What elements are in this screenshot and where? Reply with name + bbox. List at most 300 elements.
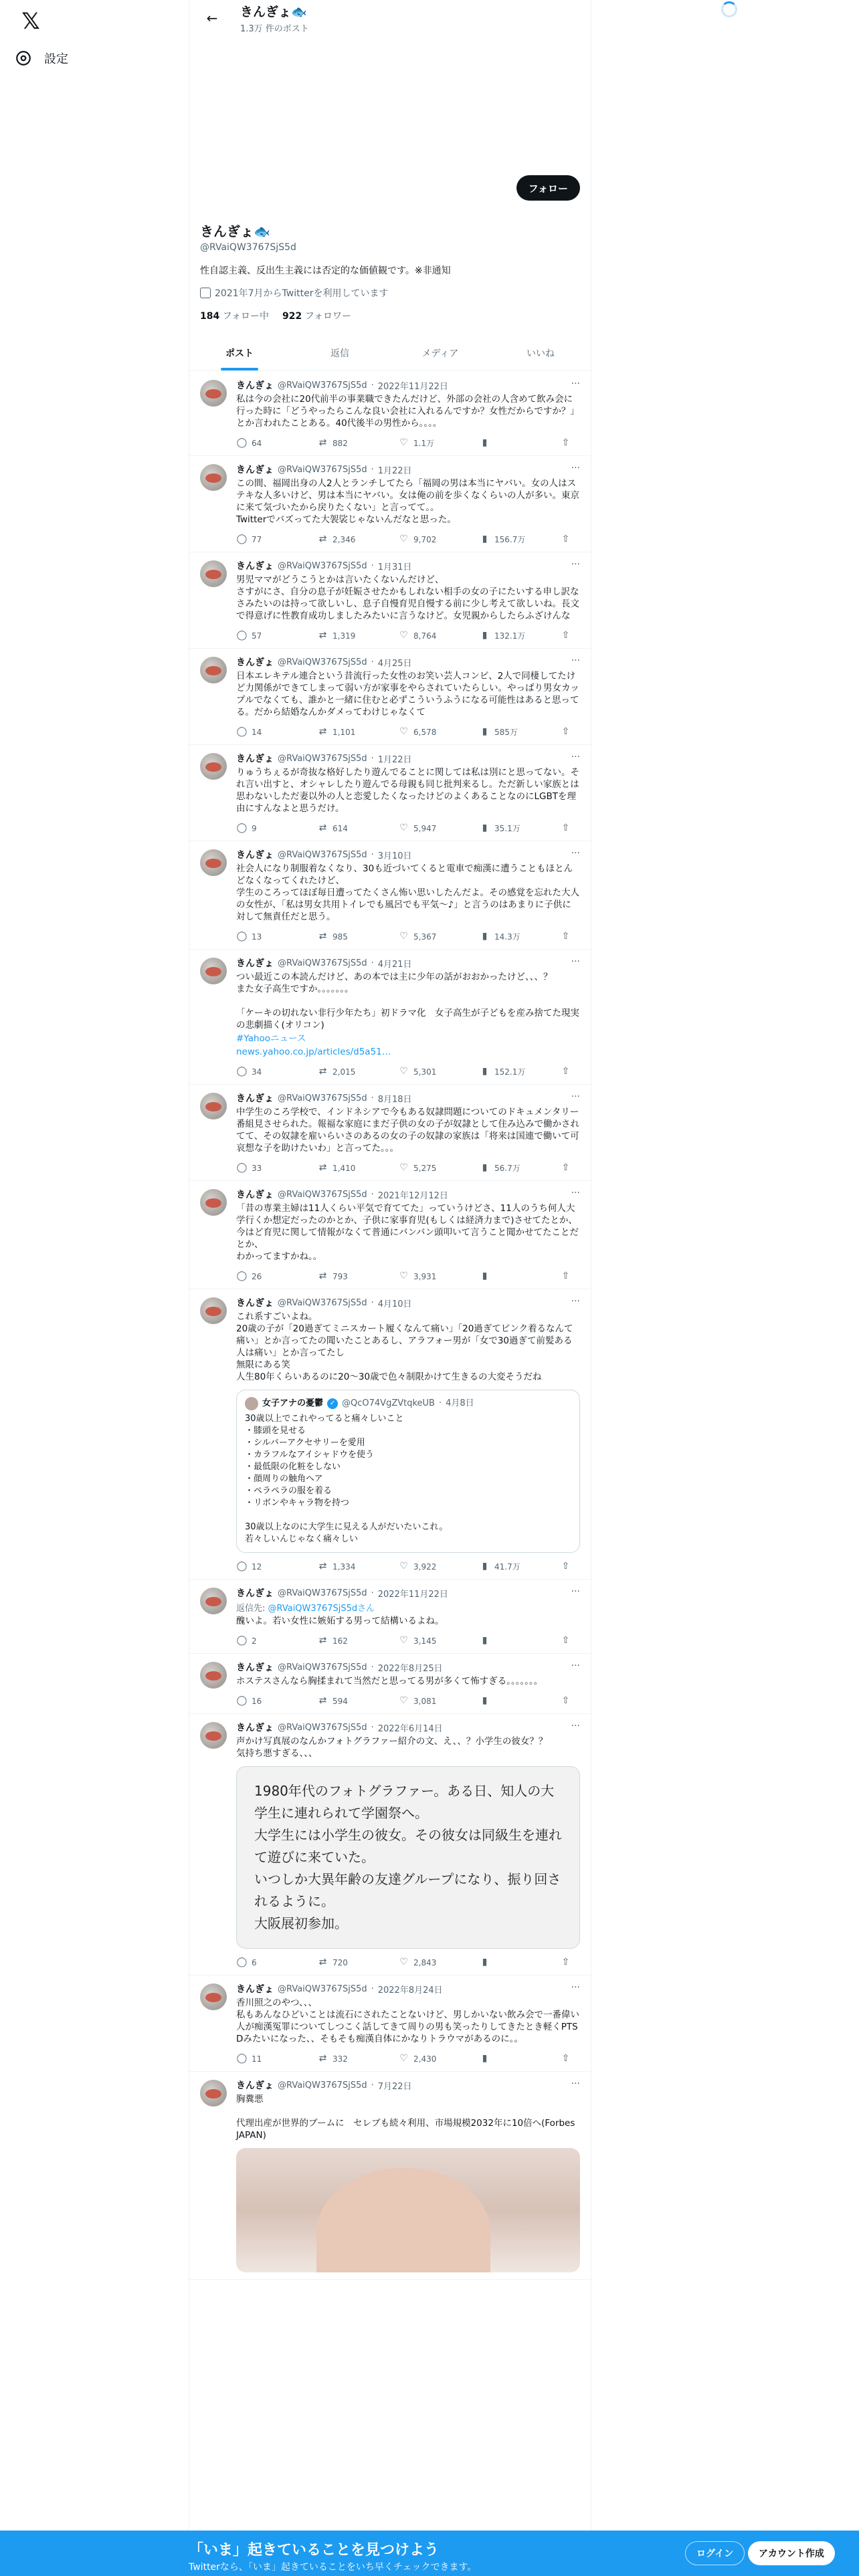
reply-button[interactable] bbox=[236, 1066, 290, 1077]
avatar[interactable] bbox=[200, 849, 227, 876]
tweet-text: 香川照之のやつ、、、 私もあんなひどいことは流石にされたことないけど、男しかいない飲み会で一番偉い人が痴漢冤罪についてしつこく話してきて周りの男も笑ったりしてきたとき軽くPTSDみたいになった、、そもそも痴漢自体にかなりトラウマがあるのに。。 bbox=[236, 1998, 579, 2044]
reply-icon: ◯ bbox=[236, 1162, 248, 1173]
reply-count: 2 bbox=[252, 1636, 257, 1646]
repost-button[interactable] bbox=[317, 726, 371, 738]
more-options-icon[interactable]: ··· bbox=[571, 379, 580, 389]
tweet-actions bbox=[236, 1561, 580, 1572]
tweet-date[interactable]: 2022年11月22日 bbox=[377, 1589, 448, 1600]
tab-replies[interactable]: 返信 bbox=[330, 348, 349, 359]
reply-icon: ◯ bbox=[236, 1957, 248, 1967]
views-count: 156.7万 bbox=[494, 535, 526, 544]
reply-button[interactable] bbox=[236, 1635, 290, 1646]
tweet-actions bbox=[236, 1957, 580, 1968]
views-button[interactable] bbox=[479, 1635, 533, 1646]
like-button[interactable] bbox=[398, 534, 452, 545]
more-options-icon[interactable]: ··· bbox=[571, 559, 580, 570]
like-button[interactable] bbox=[398, 1271, 452, 1282]
tweet-author-name[interactable]: きんぎょ bbox=[236, 1662, 274, 1673]
like-button[interactable] bbox=[398, 1695, 452, 1707]
views-button[interactable] bbox=[479, 630, 533, 641]
tweet-actions bbox=[236, 437, 580, 449]
tweet-author-name[interactable]: きんぎょ bbox=[236, 465, 274, 475]
tweet-author-handle[interactable]: @RVaiQW3767SjS5d bbox=[278, 2080, 367, 2090]
repost-button[interactable] bbox=[317, 437, 371, 449]
avatar[interactable] bbox=[200, 1983, 227, 2010]
more-options-icon[interactable]: ··· bbox=[571, 1091, 580, 1102]
repost-button[interactable] bbox=[317, 823, 371, 834]
like-count: 3,145 bbox=[413, 1636, 437, 1646]
views-count: 35.1万 bbox=[494, 824, 520, 833]
tweet-date[interactable]: 4月10日 bbox=[377, 1299, 412, 1309]
tweet-author-name[interactable]: きんぎょ bbox=[236, 958, 274, 969]
quoted-date: 4月8日 bbox=[446, 1398, 474, 1408]
reply-icon: ◯ bbox=[236, 1695, 248, 1706]
tweet-actions bbox=[236, 1635, 580, 1646]
separator-dot: · bbox=[371, 1297, 374, 1308]
views-icon: ▮ bbox=[482, 1957, 488, 1967]
share-button[interactable] bbox=[560, 1957, 573, 1968]
tweet-actions bbox=[236, 1066, 580, 1077]
share-icon: ⇧ bbox=[561, 823, 570, 833]
tweet-date[interactable]: 8月18日 bbox=[377, 1094, 412, 1105]
repost-icon: ⇄ bbox=[318, 1561, 327, 1572]
tweet-author-name[interactable]: きんぎょ bbox=[236, 1093, 274, 1104]
repost-button[interactable] bbox=[317, 1695, 371, 1707]
views-icon: ▮ bbox=[482, 1271, 488, 1281]
tweet-link[interactable]: news.yahoo.co.jp/articles/d5a51… bbox=[236, 1047, 391, 1057]
tweet-text: つい最近この本読んだけど、あの本では主に少年の話がおおかったけど、、、？ また女子高生ですか。。。。。。。 「ケーキの切れない非行少年たち」初ドラマ化 女子高生が子どもを産み捨てた現実の悲劇描く(オリコン) bbox=[236, 972, 579, 1031]
like-button[interactable] bbox=[398, 931, 452, 942]
reply-icon: ◯ bbox=[236, 534, 248, 544]
more-options-icon[interactable]: ··· bbox=[571, 1296, 580, 1307]
repost-button[interactable] bbox=[317, 1635, 371, 1646]
signup-banner bbox=[0, 2531, 859, 2576]
share-button[interactable] bbox=[560, 1561, 573, 1572]
avatar[interactable] bbox=[200, 1189, 227, 1216]
tweet-header bbox=[236, 655, 580, 669]
tweet[interactable] bbox=[189, 2072, 591, 2280]
heart-icon: ♡ bbox=[399, 1695, 408, 1706]
heart-icon: ♡ bbox=[399, 823, 408, 833]
tweet-header bbox=[236, 1188, 580, 1201]
share-icon: ⇧ bbox=[561, 437, 570, 448]
tweet-text: りゅうちぇるが奇抜な格好したり遊んでることに関しては私は別にと思ってない。それ言い出すと、オシャレしたり遊んでる母親も同じ批判来るし。ただ新しい家族とは思わないしただ妻以外の人と恋愛したくなったけどのよくあることなのにLGBTを理由にすんなよと思うだけ。 bbox=[236, 767, 579, 814]
reply-button[interactable] bbox=[236, 437, 290, 449]
heart-icon: ♡ bbox=[399, 630, 408, 641]
tweet-header bbox=[236, 463, 580, 476]
heart-icon: ♡ bbox=[399, 1162, 408, 1173]
left-navigation bbox=[0, 0, 189, 2576]
reply-count: 77 bbox=[252, 534, 262, 544]
tweet-author-handle[interactable]: @RVaiQW3767SjS5d bbox=[278, 1662, 367, 1673]
share-button[interactable] bbox=[560, 2053, 573, 2064]
reply-button[interactable] bbox=[236, 534, 290, 545]
tweet-header bbox=[236, 752, 580, 765]
tweet-date[interactable]: 2022年8月24日 bbox=[377, 1985, 443, 1996]
avatar[interactable] bbox=[200, 1093, 227, 1119]
more-options-icon[interactable]: ··· bbox=[571, 1188, 580, 1198]
tweet[interactable] bbox=[189, 1580, 591, 1654]
views-count: 585万 bbox=[494, 728, 518, 737]
reply-button[interactable] bbox=[236, 823, 290, 834]
avatar[interactable] bbox=[200, 380, 227, 407]
heart-icon: ♡ bbox=[399, 1635, 408, 1646]
more-options-icon[interactable]: ··· bbox=[571, 1660, 580, 1671]
views-button[interactable] bbox=[479, 1957, 533, 1968]
signup-button[interactable]: アカウント作成 bbox=[748, 2541, 835, 2565]
avatar[interactable] bbox=[200, 1722, 227, 1749]
back-arrow-icon[interactable]: ← bbox=[206, 10, 218, 26]
views-button[interactable] bbox=[479, 1162, 533, 1174]
tweet-text: 社会人になり制服着なくなり、30も近づいてくると電車で痴漢に遭うこともほとんどなくなってくれたけど、 学生のころってほぼ毎日遭ってたくさん怖い思いしたんだよ。その感覚を忘れた大人の女性が、「私は男女共用トイレでも風呂でも平気〜♪」と言うのはあまりに子供に対して無責任だと思う。 bbox=[236, 863, 579, 922]
tweet-header bbox=[236, 1091, 580, 1105]
views-count: 56.7万 bbox=[494, 1164, 520, 1173]
share-button[interactable] bbox=[560, 1162, 573, 1174]
tweet-actions bbox=[236, 1162, 580, 1174]
tweet-date[interactable]: 2022年6月14日 bbox=[377, 1723, 443, 1734]
followers-link[interactable]: 922 フォロワー bbox=[282, 311, 351, 322]
avatar[interactable] bbox=[200, 657, 227, 683]
reply-button[interactable] bbox=[236, 2053, 290, 2064]
tweet-header bbox=[236, 1586, 580, 1600]
login-button[interactable]: ログイン bbox=[685, 2541, 745, 2565]
more-options-icon[interactable]: ··· bbox=[571, 752, 580, 762]
tweet-actions bbox=[236, 1695, 580, 1707]
repost-icon: ⇄ bbox=[318, 823, 327, 833]
quoted-tweet-header bbox=[245, 1397, 571, 1410]
tweet-author-handle[interactable]: @RVaiQW3767SjS5d bbox=[278, 657, 367, 667]
header-post-count: 1.3万 件のポスト bbox=[240, 24, 309, 34]
views-button[interactable] bbox=[479, 2053, 533, 2064]
tweet[interactable] bbox=[189, 841, 591, 950]
views-button[interactable] bbox=[479, 931, 533, 942]
heart-icon: ♡ bbox=[399, 2053, 408, 2064]
reply-to-handle[interactable]: @RVaiQW3767SjS5dさん bbox=[268, 1604, 375, 1614]
tab-media[interactable]: メディア bbox=[421, 348, 459, 359]
share-button[interactable] bbox=[560, 1695, 573, 1707]
reply-icon: ◯ bbox=[236, 823, 248, 833]
tweet-author-handle[interactable]: @RVaiQW3767SjS5d bbox=[278, 1722, 367, 1733]
banner-title: 「いま」起きていることを見つけよう bbox=[189, 2542, 440, 2559]
reply-to-label: 返信先: bbox=[236, 1604, 268, 1614]
repost-button[interactable] bbox=[317, 1066, 371, 1077]
tweet-date[interactable]: 7月22日 bbox=[377, 2081, 412, 2092]
like-count: 9,702 bbox=[413, 534, 437, 544]
tweet-author-handle[interactable]: @RVaiQW3767SjS5d bbox=[278, 1189, 367, 1200]
tweet-author-handle[interactable]: @RVaiQW3767SjS5d bbox=[278, 1093, 367, 1103]
tweet-header bbox=[236, 956, 580, 970]
verified-badge-icon: ✓ bbox=[327, 1398, 338, 1409]
avatar[interactable] bbox=[200, 1297, 227, 1324]
tweet-author-handle[interactable]: @RVaiQW3767SjS5d bbox=[278, 464, 367, 475]
like-count: 2,430 bbox=[413, 2054, 437, 2064]
views-button[interactable] bbox=[479, 437, 533, 449]
repost-button[interactable] bbox=[317, 534, 371, 545]
repost-button[interactable] bbox=[317, 1957, 371, 1968]
tweet[interactable] bbox=[189, 1289, 591, 1580]
views-count: 41.7万 bbox=[494, 1562, 520, 1572]
tweet[interactable] bbox=[189, 1654, 591, 1714]
like-button[interactable] bbox=[398, 726, 452, 738]
views-icon: ▮ bbox=[482, 823, 488, 833]
reply-count: 64 bbox=[252, 438, 262, 448]
tweet-text: 「昔の専業主婦は11人くらい平気で育ててた」っていうけどさ、11人のうち何人大学行くか想定だったのかとか、子供に家事育児(もしくは経済力まで)させてたとか、今はど育児に関して情報がなくて普通にバンバン頭叩いて言うこと聞かせてたことだとか、 わかってますかね。。 bbox=[236, 1203, 579, 1262]
repost-count: 720 bbox=[332, 1957, 348, 1967]
tweet-author-name[interactable]: きんぎょ bbox=[236, 1298, 274, 1309]
tweet-text: 胸糞悪 代理出産が世界的ブームに セレブも続々利用、市場規模2032年に10倍へ(Forbes JAPAN) bbox=[236, 2094, 575, 2141]
reply-count: 26 bbox=[252, 1271, 262, 1281]
share-button[interactable] bbox=[560, 1635, 573, 1646]
tweet-author-name[interactable]: きんぎょ bbox=[236, 561, 274, 572]
tweet-author-handle[interactable]: @RVaiQW3767SjS5d bbox=[278, 849, 367, 860]
reply-count: 12 bbox=[252, 1562, 262, 1572]
tweet-author-name[interactable]: きんぎょ bbox=[236, 2080, 274, 2091]
reply-count: 9 bbox=[252, 823, 257, 833]
tweet-actions bbox=[236, 823, 580, 834]
avatar[interactable] bbox=[200, 958, 227, 984]
quoted-avatar bbox=[245, 1397, 258, 1410]
tweet-text: これ系すごいよね。 20歳の子が「20過ぎてミニスカート履くなんて痛い」「20過ぎてピンク着るなんて痛い」とか言ってたの聞いたことあるし、アラフォー男が「女で30過ぎて前髪ある人は痛い」とか言ってたし 無限にある笑 人生80年くらいあるのに20〜30歳で色々制限かけて生きるの大変そうだね bbox=[236, 1311, 573, 1382]
reply-count: 16 bbox=[252, 1696, 262, 1706]
tweet-header bbox=[236, 559, 580, 572]
more-options-icon[interactable]: ··· bbox=[571, 848, 580, 859]
like-button[interactable] bbox=[398, 823, 452, 834]
like-button[interactable] bbox=[398, 630, 452, 641]
views-button[interactable] bbox=[479, 1561, 533, 1572]
separator-dot: · bbox=[371, 849, 374, 860]
like-count: 5,275 bbox=[413, 1163, 437, 1173]
separator-dot: · bbox=[371, 2080, 374, 2090]
like-button[interactable] bbox=[398, 1561, 452, 1572]
repost-button[interactable] bbox=[317, 1561, 371, 1572]
more-options-icon[interactable]: ··· bbox=[571, 463, 580, 473]
tweet-photo[interactable] bbox=[236, 2148, 580, 2272]
reply-count: 11 bbox=[252, 2054, 262, 2064]
views-icon: ▮ bbox=[482, 2053, 488, 2064]
main-column bbox=[189, 0, 591, 2576]
like-button[interactable] bbox=[398, 1066, 452, 1077]
tweet-date[interactable]: 2022年8月25日 bbox=[377, 1663, 443, 1674]
tweet[interactable] bbox=[189, 1085, 591, 1181]
separator-dot: · bbox=[371, 958, 374, 968]
views-button[interactable] bbox=[479, 1695, 533, 1707]
share-button[interactable] bbox=[560, 1066, 573, 1077]
avatar[interactable] bbox=[200, 464, 227, 491]
share-button[interactable] bbox=[560, 931, 573, 942]
reply-button[interactable] bbox=[236, 630, 290, 641]
tweet[interactable] bbox=[189, 1714, 591, 1975]
reply-button[interactable] bbox=[236, 1162, 290, 1174]
separator-dot: · bbox=[371, 657, 374, 667]
avatar[interactable] bbox=[200, 1662, 227, 1689]
share-icon: ⇧ bbox=[561, 1695, 570, 1706]
quoted-author-handle: @QcO74VgZVtqkeUB bbox=[342, 1398, 435, 1408]
tweet-author-name[interactable]: きんぎょ bbox=[236, 657, 274, 668]
tweet-author-name[interactable]: きんぎょ bbox=[236, 1984, 274, 1995]
repost-count: 614 bbox=[332, 823, 348, 833]
tweet-author-handle[interactable]: @RVaiQW3767SjS5d bbox=[278, 753, 367, 764]
tweet[interactable] bbox=[189, 552, 591, 649]
like-button[interactable] bbox=[398, 1957, 452, 1968]
tweet-author-name[interactable]: きんぎょ bbox=[236, 850, 274, 861]
tweet[interactable] bbox=[189, 372, 591, 456]
repost-button[interactable] bbox=[317, 1162, 371, 1174]
tab-likes[interactable]: いいね bbox=[527, 348, 555, 359]
reply-button[interactable] bbox=[236, 1561, 290, 1572]
more-options-icon[interactable]: ··· bbox=[571, 1721, 580, 1731]
reply-icon: ◯ bbox=[236, 1561, 248, 1572]
tweet-author-handle[interactable]: @RVaiQW3767SjS5d bbox=[278, 1588, 367, 1598]
reply-icon: ◯ bbox=[236, 630, 248, 641]
views-icon: ▮ bbox=[482, 726, 488, 737]
tab-posts[interactable]: ポスト bbox=[189, 336, 290, 370]
like-button[interactable] bbox=[398, 437, 452, 449]
tweet-text: ホステスさんなら胸揉まれて当然だと思ってる男が多くて怖すぎる。。。。。。。 bbox=[236, 1676, 543, 1687]
reply-button[interactable] bbox=[236, 726, 290, 738]
repost-button[interactable] bbox=[317, 630, 371, 641]
more-options-icon[interactable]: ··· bbox=[571, 655, 580, 666]
views-button[interactable] bbox=[479, 1066, 533, 1077]
separator-dot: · bbox=[371, 560, 374, 571]
share-icon: ⇧ bbox=[561, 1271, 570, 1281]
repost-count: 882 bbox=[332, 438, 348, 448]
repost-icon: ⇄ bbox=[318, 437, 327, 448]
tweet-link[interactable]: #Yahooニュース bbox=[236, 1033, 306, 1044]
tweet-date[interactable]: 2021年12月12日 bbox=[377, 1190, 448, 1201]
views-button[interactable] bbox=[479, 1271, 533, 1282]
repost-count: 1,101 bbox=[332, 727, 356, 737]
tweet-author-handle[interactable]: @RVaiQW3767SjS5d bbox=[278, 380, 367, 391]
follow-button[interactable]: フォロー bbox=[516, 175, 580, 201]
share-button[interactable] bbox=[560, 726, 573, 738]
views-button[interactable] bbox=[479, 534, 533, 545]
views-count: 14.3万 bbox=[494, 932, 520, 942]
tweet-date[interactable]: 2022年11月22日 bbox=[377, 381, 448, 392]
repost-button[interactable] bbox=[317, 1271, 371, 1282]
like-count: 5,947 bbox=[413, 823, 437, 833]
tweet-author-name[interactable]: きんぎょ bbox=[236, 1723, 274, 1733]
like-count: 5,367 bbox=[413, 932, 437, 942]
banner-subtitle: Twitterなら、「いま」起きていることをいち早くチェックできます。 bbox=[189, 2562, 477, 2573]
share-button[interactable] bbox=[560, 1271, 573, 1282]
share-button[interactable] bbox=[560, 630, 573, 641]
share-button[interactable] bbox=[560, 534, 573, 545]
profile-stats bbox=[200, 309, 580, 322]
tweet-author-name[interactable]: きんぎょ bbox=[236, 1190, 274, 1200]
separator-dot: · bbox=[371, 1722, 374, 1733]
reply-button[interactable] bbox=[236, 931, 290, 942]
tweet-author-handle[interactable]: @RVaiQW3767SjS5d bbox=[278, 560, 367, 571]
profile-info bbox=[200, 221, 580, 322]
tweet-date[interactable]: 4月25日 bbox=[377, 658, 412, 669]
settings-link[interactable] bbox=[15, 44, 68, 72]
avatar[interactable] bbox=[200, 753, 227, 780]
tweet-date[interactable]: 3月10日 bbox=[377, 851, 412, 861]
like-button[interactable] bbox=[398, 1162, 452, 1174]
tweet[interactable] bbox=[189, 456, 591, 552]
reply-button[interactable] bbox=[236, 1695, 290, 1707]
heart-icon: ♡ bbox=[399, 1271, 408, 1281]
settings-label: 設定 bbox=[44, 52, 68, 66]
avatar[interactable] bbox=[200, 2080, 227, 2107]
repost-icon: ⇄ bbox=[318, 1635, 327, 1646]
more-options-icon[interactable]: ··· bbox=[571, 1586, 580, 1597]
tweet[interactable] bbox=[189, 745, 591, 841]
repost-icon: ⇄ bbox=[318, 630, 327, 641]
like-button[interactable] bbox=[398, 2053, 452, 2064]
more-options-icon[interactable]: ··· bbox=[571, 1982, 580, 1993]
share-button[interactable] bbox=[560, 823, 573, 834]
heart-icon: ♡ bbox=[399, 1066, 408, 1077]
repost-count: 2,015 bbox=[332, 1067, 356, 1077]
avatar[interactable] bbox=[200, 560, 227, 587]
tweet-author-handle[interactable]: @RVaiQW3767SjS5d bbox=[278, 1297, 367, 1308]
gear-icon bbox=[15, 49, 32, 67]
reply-button[interactable] bbox=[236, 1271, 290, 1282]
views-icon: ▮ bbox=[482, 1695, 488, 1706]
separator-dot: · bbox=[371, 1588, 374, 1598]
repost-icon: ⇄ bbox=[318, 931, 327, 942]
tweet[interactable] bbox=[189, 950, 591, 1085]
views-button[interactable] bbox=[479, 823, 533, 834]
tweet-author-handle[interactable]: @RVaiQW3767SjS5d bbox=[278, 1983, 367, 1994]
tweet-date[interactable]: 1月22日 bbox=[377, 465, 412, 476]
quoted-author-name: 女子アナの憂鬱 bbox=[262, 1398, 324, 1408]
share-button[interactable] bbox=[560, 437, 573, 449]
avatar[interactable] bbox=[200, 1588, 227, 1614]
repost-count: 332 bbox=[332, 2054, 348, 2064]
tweet-author-name[interactable]: きんぎょ bbox=[236, 754, 274, 764]
tweet[interactable] bbox=[189, 1181, 591, 1289]
heart-icon: ♡ bbox=[399, 1561, 408, 1572]
repost-icon: ⇄ bbox=[318, 2053, 327, 2064]
tweet-header bbox=[236, 1296, 580, 1309]
views-count: 152.1万 bbox=[494, 1067, 526, 1077]
repost-icon: ⇄ bbox=[318, 1066, 327, 1077]
like-count: 5,301 bbox=[413, 1067, 437, 1077]
separator-dot: · bbox=[371, 1093, 374, 1103]
share-icon: ⇧ bbox=[561, 1635, 570, 1646]
tweet-author-handle[interactable]: @RVaiQW3767SjS5d bbox=[278, 958, 367, 968]
tweet-date[interactable]: 1月22日 bbox=[377, 754, 412, 765]
more-options-icon[interactable]: ··· bbox=[571, 2078, 580, 2089]
tweet-text: 醜いよ。若い女性に嫉妬する男って結構いるよね。 bbox=[236, 1616, 444, 1626]
tweet-date[interactable]: 4月21日 bbox=[377, 959, 412, 970]
views-button[interactable] bbox=[479, 726, 533, 738]
tweet-author-name[interactable]: きんぎょ bbox=[236, 1588, 274, 1599]
reply-icon: ◯ bbox=[236, 437, 248, 448]
following-link[interactable]: 184 フォロー中 bbox=[200, 311, 269, 322]
repost-button[interactable] bbox=[317, 2053, 371, 2064]
repost-button[interactable] bbox=[317, 931, 371, 942]
tweet[interactable] bbox=[189, 1975, 591, 2072]
tweet[interactable] bbox=[189, 649, 591, 745]
more-options-icon[interactable]: ··· bbox=[571, 956, 580, 967]
tweet-text: 中学生のころ学校で、インドネシアで今もある奴隷問題についてのドキュメンタリー番組見させられた。報福な家庭にまだ子供の女の子が奴隷として住み込みで働かされてて、その奴隷を雇いらいさのあるの女の子の奴隷の家族は「将来は国連で働いて可哀想な子を助けたいわ」と言ってた。。。 bbox=[236, 1107, 579, 1154]
quoted-tweet[interactable] bbox=[236, 1390, 580, 1553]
quoted-text: 30歳以上でこれやってると痛々しいこと ・膝頭を見せる ・シルバーアクセサリーを愛用 ・カラフルなアイシャドウを使う ・最低限の化粧をしない ・顔周りの触角ヘア ・ペラペラの服を着る ・リボンやキャラ物を持つ 30歳以上なのに大学生に見える人がだいたいこれ。 若々しいんじゃなく痛々しい bbox=[245, 1414, 448, 1544]
tweet-date[interactable]: 1月31日 bbox=[377, 562, 412, 572]
views-icon: ▮ bbox=[482, 630, 488, 641]
like-button[interactable] bbox=[398, 1635, 452, 1646]
reply-button[interactable] bbox=[236, 1957, 290, 1968]
repost-icon: ⇄ bbox=[318, 1271, 327, 1281]
repost-count: 1,319 bbox=[332, 631, 356, 641]
tweet-image-text[interactable]: 1980年代のフォトグラファー。ある日、知人の大学生に連れられて学園祭へ。 大学生には小学生の彼女。その彼女は同級生を連れて遊びに来ていた。 いつしか大異年齢の友達グループになり、振り回されるように。 大阪展初参加。 bbox=[236, 1766, 580, 1949]
tweet-author-name[interactable]: きんぎょ bbox=[236, 381, 274, 391]
x-logo-icon[interactable]: 𝕏 bbox=[21, 8, 40, 35]
separator-dot: · bbox=[371, 1983, 374, 1994]
